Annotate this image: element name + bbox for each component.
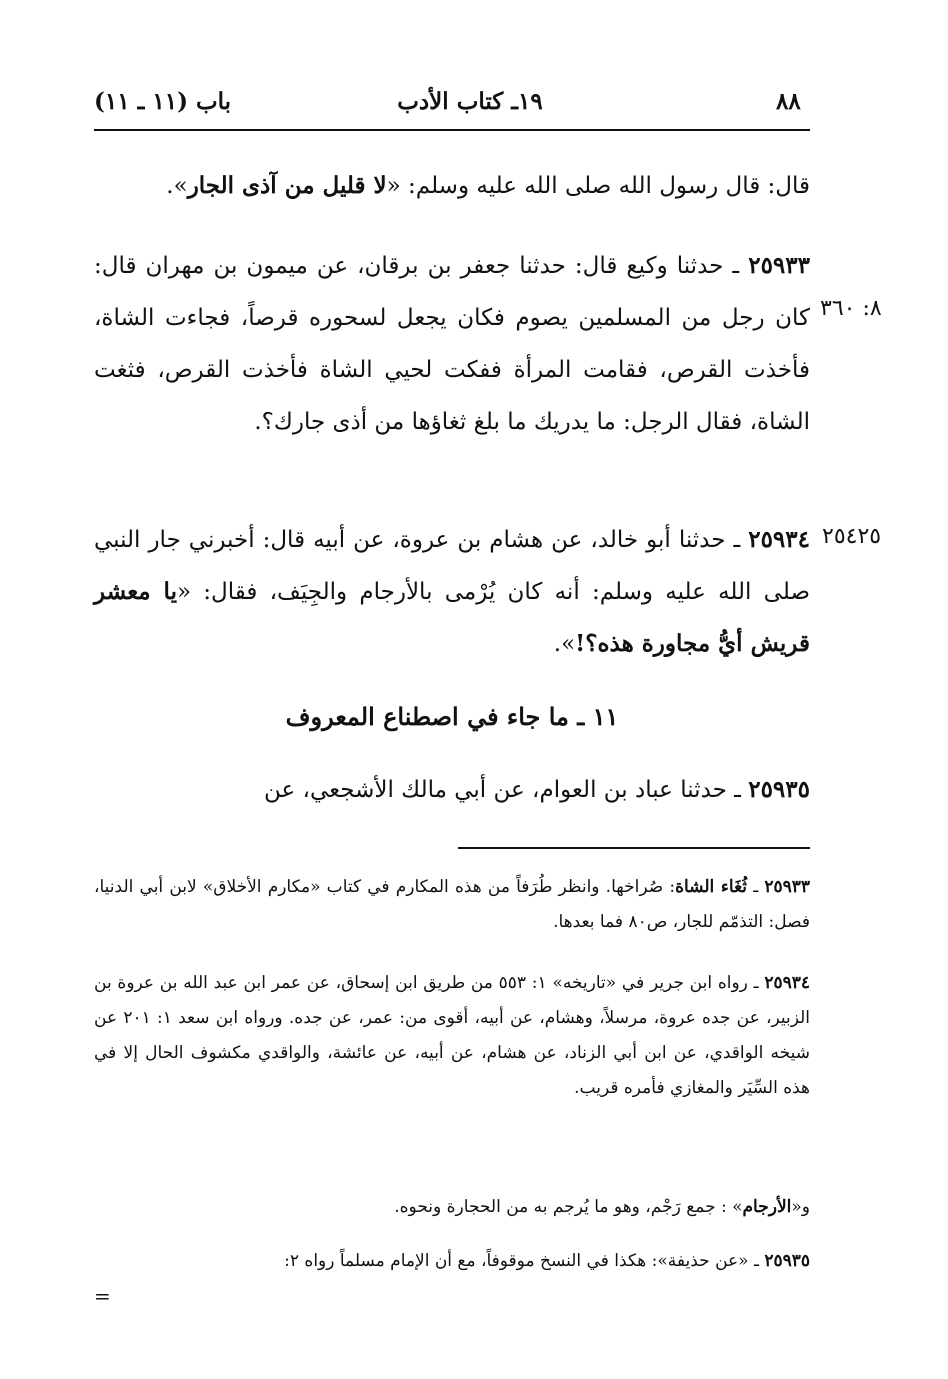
- intro-text: قال: قال رسول الله صلى الله عليه وسلم: «: [386, 173, 810, 199]
- footnote-text: : صُراخها. وانظر طُرَفاً من هذه المكارم في كتاب «مكارم الأخلاق» لابن أبي الدنيا، فصل: التذمّم للجار، ص٨٠ فما بعدها.: [94, 877, 810, 932]
- hadith-end: ».: [553, 631, 576, 657]
- hadith-number: ٢٥٩٣٣: [748, 252, 810, 279]
- footnote-lead: و«: [791, 1197, 810, 1217]
- footnote-term: ثُغَاء الشاة: [675, 877, 748, 897]
- footnote-text: ـ «عن حذيفة»: هكذا في النسخ موقوفاً، مع أن الإمام مسلماً رواه ٢:: [284, 1251, 765, 1271]
- hadith-text: ـ حدثنا وكيع قال: حدثنا جعفر بن برقان، عن ميمون بن مهران قال: كان رجل من المسلمين يصوم فكان يجعل لسحوره قرصاً، فجاءت الشاة، فأخذت القرص، فقامت المرأة ففكت لحيي الشاة فأخذت القرص، فثغت الشاة، فقال الرجل: ما يدريك ما بلغ ثغاؤها من أذى جارك؟.: [94, 253, 810, 435]
- footnote-number: ٢٥٩٣٤: [764, 973, 810, 993]
- margin-reference: ٨: ٣٦٠: [820, 296, 882, 321]
- hadith-quote: لا قليل من آذى الجار: [187, 172, 387, 199]
- hadith-text: ـ حدثنا عباد بن العوام، عن أبي مالك الأشجعي، عن: [264, 777, 749, 803]
- intro-end: ».: [166, 173, 188, 199]
- hadith-number: ٢٥٩٣٥: [748, 776, 810, 803]
- hadith-25935: [94, 764, 810, 816]
- footnote-text: » : جمع رَجْم، وهو ما يُرجم به من الحجارة ونحوه.: [394, 1197, 743, 1217]
- footnote-25933: [94, 870, 810, 940]
- footnote-number: ٢٥٩٣٥: [764, 1251, 810, 1271]
- footnote-25935: [94, 1244, 810, 1279]
- page-number: ٨٨: [776, 88, 801, 115]
- footnote-separator: [458, 847, 810, 849]
- continuation-mark: =: [94, 1284, 111, 1308]
- hadith-25934: [94, 514, 810, 670]
- margin-reference: ٢٥٤٢٥: [822, 524, 882, 549]
- chapter-reference: باب (١١ ـ ١١): [94, 88, 232, 115]
- footnote-dash: ـ: [747, 877, 765, 897]
- hadith-25933: [94, 240, 810, 448]
- footnote-text: ـ رواه ابن جرير في «تاريخه» ١: ٥٥٣ من طريق ابن إسحاق، عن عمر ابن عبد الله بن عروة بن الزبير، عن جده عروة، مرسلاً، وهشام، عن أبيه، أقوى من: عمر، عن جده. ورواه ابن سعد ١: ٢٠١ عن شيخه الواقدي، عن ابن أبي الزناد، عن هشام، عن أبيه، عن عائشة، والواقدي مكشوف الحال إلا في هذه السِّيَر والمغازي فأمره قريب.: [94, 973, 810, 1098]
- hadith-text: ـ حدثنا أبو خالد، عن هشام بن عروة، عن أبيه قال: أخبرني جار النبي صلى الله عليه وسلم: أنه كان يُرْمى بالأرجام والجِيَف، فقال: «: [94, 527, 810, 605]
- intro-line: [94, 160, 810, 212]
- header-rule: [94, 129, 810, 131]
- hadith-number: ٢٥٩٣٤: [748, 526, 810, 553]
- section-title: ١١ ـ ما جاء في اصطناع المعروف: [285, 702, 619, 731]
- footnote-25934: [94, 966, 810, 1106]
- book-title: ١٩ـ كتاب الأدب: [397, 88, 543, 115]
- footnote-term: الأرجام: [742, 1197, 792, 1217]
- footnote-arjam: [94, 1190, 810, 1225]
- hadith-quote: يا معشر قريش أيُّ مجاورة هذه؟!: [94, 578, 810, 657]
- footnote-number: ٢٥٩٣٣: [764, 877, 810, 897]
